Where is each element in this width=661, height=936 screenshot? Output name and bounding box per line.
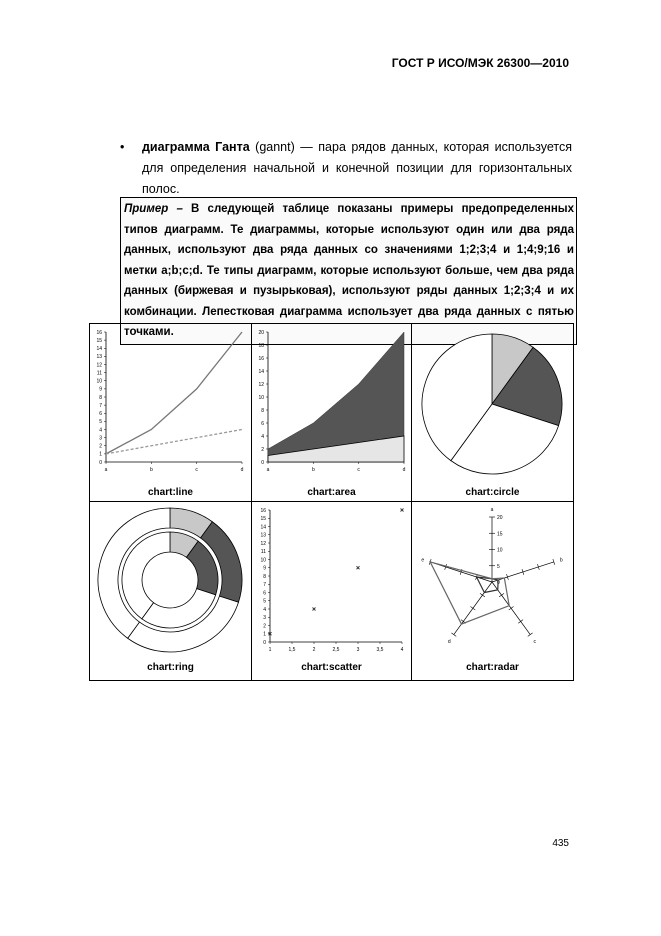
area-chart (252, 324, 411, 484)
y-tick-label: 9 (263, 565, 266, 572)
y-tick-label: 0 (263, 639, 266, 646)
y-tick-label: 15 (96, 337, 102, 344)
cell-scatter (252, 502, 412, 680)
document-header: ГОСТ Р ИСО/МЭК 26300—2010 (391, 56, 569, 70)
radar-tick (480, 593, 485, 597)
y-tick-label: 16 (258, 355, 264, 362)
radar-tick-label: 0 (497, 580, 500, 586)
example-text: В следующей таблице показаны примеры предопределенных типов диаграмм. Те диаграммы, которые используют один или два ряда данных, используют два ряда данных со значениями 1;2;3;4 и 1;4;9;16 и метки a;b;c;d. Те типы диаграмм, которые используют больше, чем два ряда данных (биржевая и пузырьковая), используют ряды данных 1;2;3;4 и их комбинации. Лепестковая диаграмма использует два ряда данных с пятью точками. (124, 203, 574, 338)
y-tick-label: 12 (260, 540, 266, 547)
scatter-point (401, 509, 404, 512)
bullet-marker: • (120, 140, 125, 154)
y-tick-label: 11 (96, 370, 102, 377)
y-tick-label: 13 (260, 532, 266, 539)
x-tick-label: a (266, 467, 270, 473)
radar-axis-label: c (533, 638, 537, 645)
radar-tick-label: 5 (497, 563, 500, 570)
x-tick-label: 1 (268, 647, 272, 653)
radar-tick-label: 15 (497, 531, 503, 538)
y-tick-label: 20 (258, 329, 264, 336)
y-tick-label: 7 (99, 402, 102, 409)
y-tick-label: 13 (96, 354, 102, 361)
x-tick-label: 3,5 (376, 647, 384, 653)
y-tick-label: 6 (263, 590, 266, 597)
y-tick-label: 5 (263, 598, 266, 605)
caption-radar: chart:radar (466, 662, 519, 673)
y-tick-label: 4 (261, 433, 264, 440)
y-tick-label: 12 (96, 362, 102, 369)
y-tick-label: 1 (99, 451, 102, 458)
x-tick-label: b (149, 467, 153, 473)
bullet-term: диаграмма Ганта (142, 140, 250, 154)
line-series-2 (106, 430, 242, 454)
radar-axis-label: d (447, 638, 451, 645)
y-tick-label: 6 (99, 411, 102, 418)
scatter-point (313, 608, 316, 611)
cell-ring (90, 502, 252, 680)
y-tick-label: 4 (263, 606, 266, 613)
x-tick-label: 2,5 (332, 647, 340, 653)
line-chart (90, 324, 251, 484)
y-tick-label: 8 (263, 573, 266, 580)
bullet-definition: (gannt) — пара рядов данных, которая используется для определения начальной и конечной позиции для горизонтальных полос. (142, 140, 572, 196)
caption-area: chart:area (307, 487, 356, 498)
pie-chart (412, 324, 572, 484)
scatter-point (357, 566, 360, 569)
scatter-chart (252, 502, 411, 662)
caption-ring: chart:ring (147, 662, 194, 673)
cell-circle (412, 324, 573, 502)
y-tick-label: 15 (260, 516, 266, 523)
radar-tick (499, 593, 504, 597)
y-tick-label: 10 (260, 557, 266, 564)
y-tick-label: 7 (263, 582, 266, 589)
radar-axis-label: a (490, 507, 494, 514)
x-tick-label: b (311, 467, 315, 473)
y-tick-label: 8 (99, 394, 102, 401)
radar-tick-label: 10 (497, 547, 503, 554)
y-tick-label: 8 (261, 407, 264, 414)
x-tick-label: d (240, 467, 244, 473)
radar-axis-label: e (421, 557, 425, 564)
radar-tick-label: 20 (497, 515, 503, 521)
x-tick-label: 3 (356, 647, 360, 653)
bullet-item (120, 137, 572, 200)
ring-chart (90, 502, 251, 662)
y-tick-label: 11 (260, 549, 266, 556)
y-tick-label: 14 (96, 346, 102, 353)
cell-radar (412, 502, 573, 680)
y-tick-label: 14 (260, 524, 266, 531)
y-tick-label: 14 (258, 368, 264, 375)
caption-scatter: chart:scatter (301, 662, 362, 673)
x-tick-label: c (195, 467, 198, 473)
y-tick-label: 12 (258, 381, 264, 388)
radar-series-1 (477, 577, 499, 593)
y-tick-label: 6 (261, 420, 264, 427)
bullet-text (142, 137, 572, 200)
y-tick-label: 16 (260, 507, 266, 514)
radar-tick (528, 633, 533, 637)
cell-area (252, 324, 412, 502)
caption-line: chart:line (147, 487, 193, 498)
radar-tick (518, 620, 523, 624)
radar-tick (470, 607, 475, 611)
x-tick-label: c (357, 467, 360, 473)
line-series-1 (106, 332, 242, 454)
y-tick-label: 2 (261, 446, 264, 453)
radar-series-2 (430, 562, 509, 624)
y-tick-label: 5 (99, 419, 102, 426)
y-tick-label: 10 (258, 394, 264, 401)
x-tick-label: a (104, 467, 108, 473)
chart-examples-table (89, 323, 574, 681)
caption-circle: chart:circle (465, 487, 520, 498)
y-tick-label: 0 (99, 459, 102, 466)
x-tick-label: 2 (312, 647, 316, 653)
x-tick-label: 1,5 (288, 647, 296, 653)
y-tick-label: 1 (263, 631, 266, 638)
x-tick-label: 4 (400, 647, 404, 653)
y-tick-label: 2 (99, 443, 102, 450)
radar-tick (509, 607, 514, 611)
radar-axis-label: b (559, 557, 563, 564)
y-tick-label: 16 (96, 329, 102, 336)
y-tick-label: 9 (99, 386, 102, 393)
y-tick-label: 3 (263, 615, 266, 622)
radar-chart (412, 502, 572, 662)
y-tick-label: 18 (258, 342, 264, 349)
area-series-2 (268, 332, 404, 456)
y-tick-label: 4 (99, 427, 102, 434)
cell-line (90, 324, 252, 502)
radar-tick (451, 633, 456, 637)
page-number: 435 (552, 838, 569, 849)
example-label: Пример – (124, 203, 183, 215)
x-tick-label: d (402, 467, 406, 473)
y-tick-label: 2 (263, 623, 266, 630)
y-tick-label: 10 (96, 378, 102, 385)
y-tick-label: 3 (99, 435, 102, 442)
y-tick-label: 0 (261, 459, 264, 466)
